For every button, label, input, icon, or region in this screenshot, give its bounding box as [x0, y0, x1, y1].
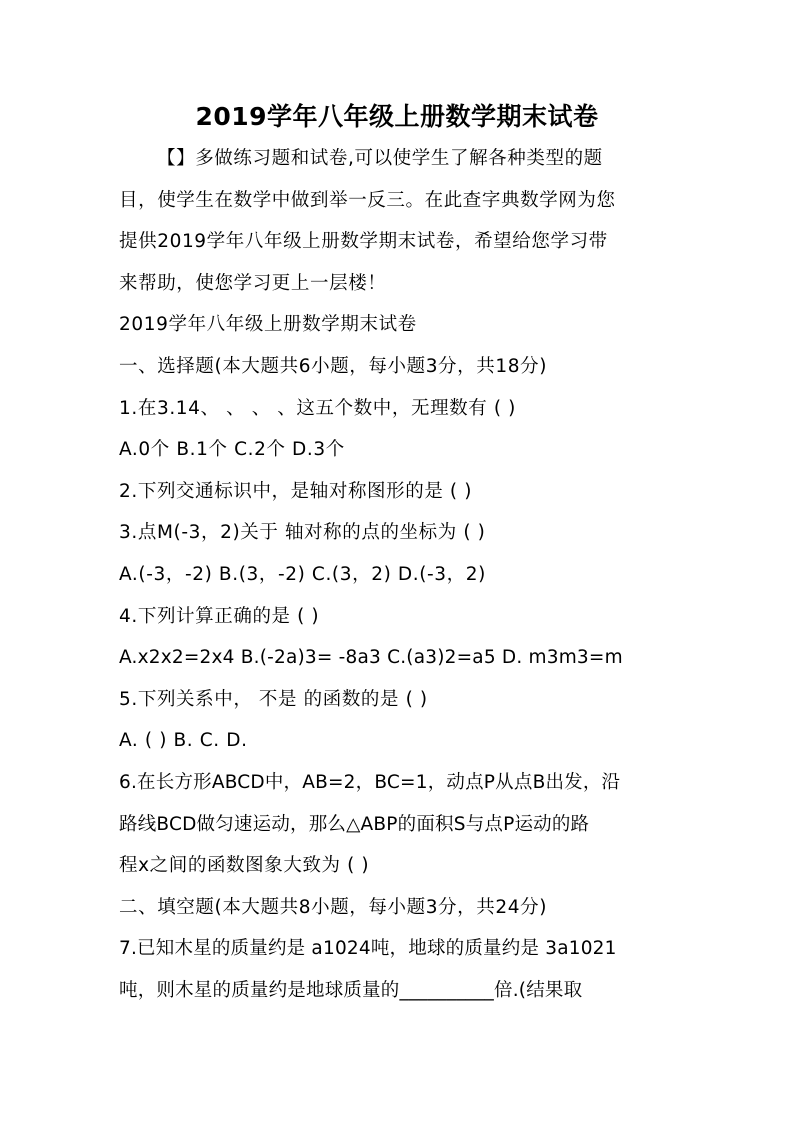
question-5: 5.下列关系中， 不是 的函数的是 ( ): [119, 688, 428, 710]
section-heading-fill: 二、填空题(本大题共8小题，每小题3分，共24分): [119, 896, 548, 918]
question-4-options: A.x2x2=2x4 B.(-2a)3= -8a3 C.(a3)2=a5 D. m3m3=m: [119, 647, 623, 669]
subtitle: 2019学年八年级上册数学期末试卷: [119, 314, 417, 336]
question-1: 1.在3.14、 、 、 、这五个数中，无理数有 ( ): [119, 397, 516, 419]
question-3-options: A.(-3，-2) B.(3，-2) C.(3，2) D.(-3，2): [119, 563, 486, 585]
question-1-options: A.0个 B.1个 C.2个 D.3个: [119, 439, 345, 461]
question-6-line: 程x之间的函数图象大致为 ( ): [119, 855, 370, 877]
question-6-line: 6.在长方形ABCD中，AB=2，BC=1，动点P从点B出发，沿: [119, 771, 621, 793]
intro-line: 提供2019学年八年级上册数学期末试卷，希望给您学习带: [119, 231, 608, 253]
question-5-options: A. ( ) B. C. D.: [119, 730, 248, 752]
intro-line: 目，使学生在数学中做到举一反三。在此查字典数学网为您: [119, 189, 616, 211]
question-7-line: 7.已知木星的质量约是 a1024吨，地球的质量约是 3a1021: [119, 938, 617, 960]
intro-line: 来帮助，使您学习更上一层楼！: [119, 272, 387, 294]
question-3: 3.点M(-3，2)关于 轴对称的点的坐标为 ( ): [119, 522, 486, 544]
page-title: 2019学年八年级上册数学期末试卷: [195, 102, 599, 131]
question-6-line: 路线BCD做匀速运动，那么△ABP的面积S与点P运动的路: [119, 813, 590, 835]
question-4: 4.下列计算正确的是 ( ): [119, 605, 320, 627]
intro-line: 【】多做练习题和试卷,可以使学生了解各种类型的题: [157, 148, 603, 169]
section-heading-choice: 一、选择题(本大题共6小题，每小题3分，共18分): [119, 355, 548, 377]
question-7-line: 吨，则木星的质量约是地球质量的__________倍.(结果取: [119, 979, 583, 1001]
question-2: 2.下列交通标识中，是轴对称图形的是 ( ): [119, 480, 473, 502]
document-body: [119, 146, 679, 1019]
